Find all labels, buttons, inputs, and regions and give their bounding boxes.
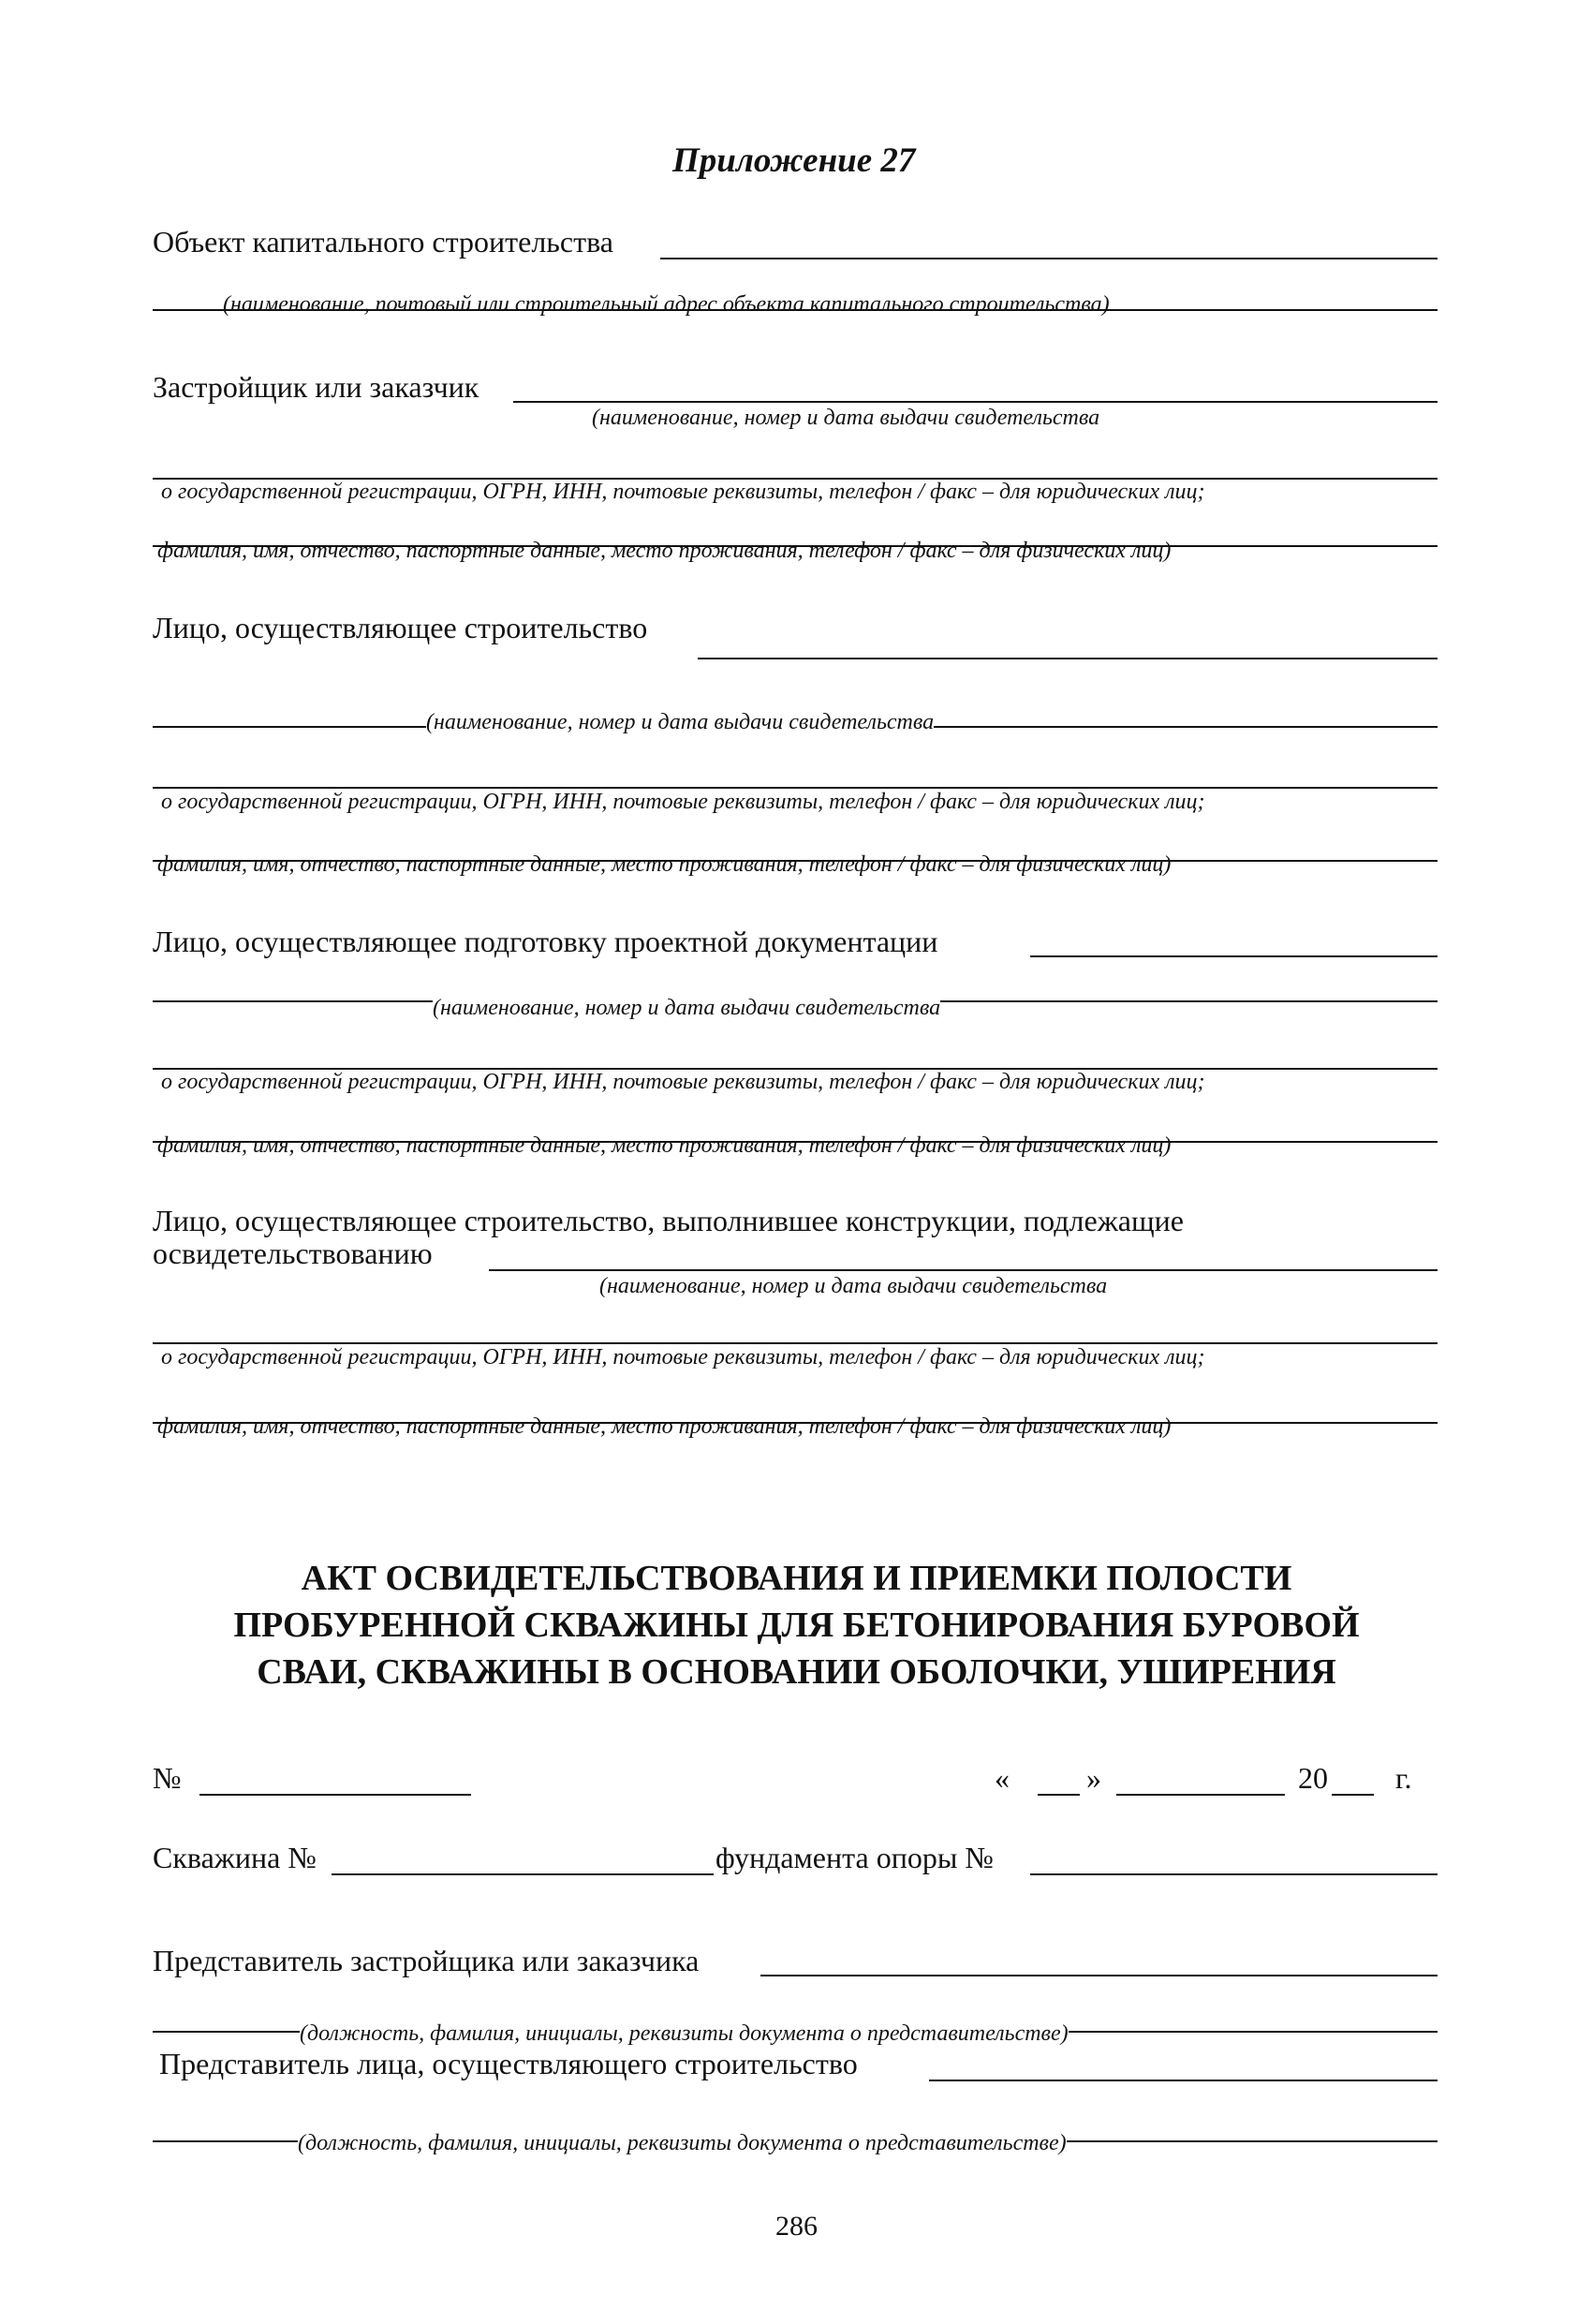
- builder-hint-1: (наименование, номер и дата выдачи свидетельства: [426, 710, 935, 734]
- act-title: [0, 1555, 1593, 1695]
- executor-hint-1: (наименование, номер и дата выдачи свидетельства: [599, 1274, 1108, 1298]
- developer-hint-2: о государственной регистрации, ОГРН, ИНН, почтовые реквизиты, телефон / факс – для юридических лиц;: [161, 480, 1205, 504]
- date-open-quote: «: [995, 1761, 1010, 1795]
- designer-hint-3: фамилия, имя, отчество, паспортные данные, место проживания, телефон / факс – для физических лиц): [157, 1133, 1172, 1158]
- date-day-field[interactable]: [1038, 1794, 1080, 1796]
- rep-builder-label: Представитель лица, осуществляющего строительство: [159, 2047, 858, 2080]
- executor-hint-2: о государственной регистрации, ОГРН, ИНН, почтовые реквизиты, телефон / факс – для юридических лиц;: [161, 1345, 1205, 1369]
- page-number: 286: [775, 2211, 818, 2242]
- builder-hint-3: фамилия, имя, отчество, паспортные данные, место проживания, телефон / факс – для физических лиц): [157, 852, 1172, 877]
- act-title-line-1: АКТ ОСВИДЕТЕЛЬСТВОВАНИЯ И ПРИЕМКИ ПОЛОСТИ: [301, 1559, 1292, 1598]
- developer-field[interactable]: [513, 401, 1438, 403]
- designer-hint-2: о государственной регистрации, ОГРН, ИНН, почтовые реквизиты, телефон / факс – для юридических лиц;: [161, 1070, 1205, 1094]
- developer-hint-1: (наименование, номер и дата выдачи свидетельства: [592, 406, 1100, 430]
- year-suffix: г.: [1395, 1761, 1412, 1795]
- date-year-field[interactable]: [1332, 1794, 1374, 1796]
- designer-hint-1: (наименование, номер и дата выдачи свидетельства: [433, 996, 941, 1020]
- builder-hint-2: о государственной регистрации, ОГРН, ИНН, почтовые реквизиты, телефон / факс – для юридических лиц;: [161, 790, 1205, 814]
- act-number-field[interactable]: [199, 1794, 471, 1796]
- year-prefix: 20: [1298, 1761, 1328, 1795]
- executor-hint-3: фамилия, имя, отчество, паспортные данные, место проживания, телефон / факс – для физических лиц): [157, 1414, 1172, 1439]
- well-number-field[interactable]: [332, 1873, 714, 1875]
- designer-field[interactable]: [1030, 955, 1438, 957]
- executor-label-line-1: Лицо, осуществляющее строительство, выполнившее конструкции, подлежащие: [153, 1204, 1184, 1237]
- developer-label: Застройщик или заказчик: [153, 370, 479, 404]
- date-month-field[interactable]: [1116, 1794, 1285, 1796]
- object-hint: (наименование, почтовый или строительный адрес объекта капитального строительства): [223, 292, 1110, 317]
- well-label: Скважина №: [153, 1841, 317, 1874]
- executor-field-line-2[interactable]: [153, 1342, 1438, 1344]
- number-sign: №: [153, 1761, 182, 1795]
- appendix-title: Приложение 27: [672, 141, 916, 180]
- foundation-label: фундамента опоры №: [715, 1841, 994, 1874]
- executor-label-line-2: освидетельствованию: [153, 1236, 433, 1270]
- designer-label: Лицо, осуществляющее подготовку проектной документации: [153, 925, 938, 958]
- foundation-number-field[interactable]: [1030, 1873, 1438, 1875]
- rep-builder-hint: (должность, фамилия, инициалы, реквизиты документа о представительстве): [298, 2131, 1067, 2155]
- object-label: Объект капитального строительства: [153, 225, 613, 259]
- date-close-quote: »: [1086, 1761, 1101, 1795]
- rep-developer-label: Представитель застройщика или заказчика: [153, 1944, 700, 1977]
- act-title-line-2: ПРОБУРЕННОЙ СКВАЖИНЫ ДЛЯ БЕТОНИРОВАНИЯ БУРОВОЙ: [233, 1606, 1360, 1645]
- builder-label: Лицо, осуществляющее строительство: [153, 611, 648, 644]
- builder-field-line-3[interactable]: [153, 787, 1438, 789]
- rep-developer-field[interactable]: [760, 1975, 1438, 1976]
- object-field[interactable]: [660, 258, 1438, 259]
- executor-field[interactable]: [489, 1269, 1438, 1271]
- builder-field[interactable]: [698, 658, 1438, 659]
- rep-developer-hint: (должность, фамилия, инициалы, реквизиты документа о представительстве): [300, 2021, 1069, 2046]
- developer-hint-3: фамилия, имя, отчество, паспортные данные, место проживания, телефон / факс – для физических лиц): [157, 539, 1172, 563]
- act-title-line-3: СВАИ, СКВАЖИНЫ В ОСНОВАНИИ ОБОЛОЧКИ, УШИРЕНИЯ: [257, 1652, 1336, 1692]
- rep-builder-field[interactable]: [929, 2080, 1438, 2081]
